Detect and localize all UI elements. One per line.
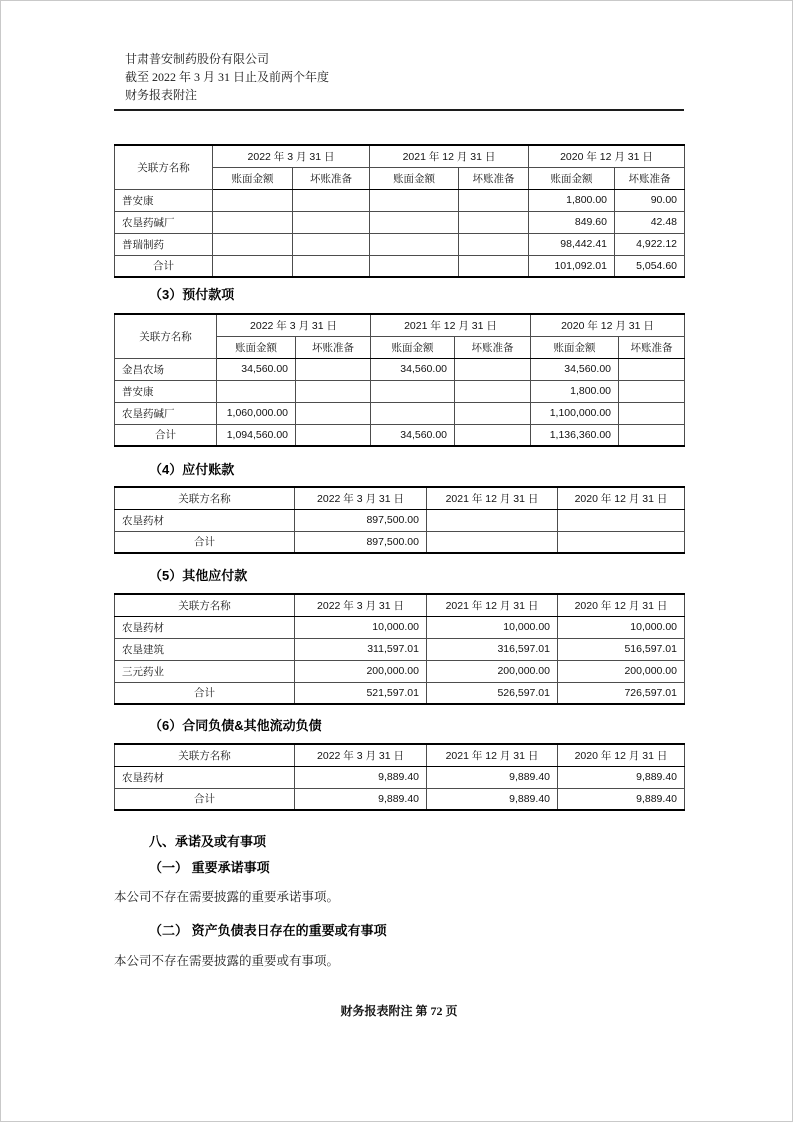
amount-cell (619, 380, 685, 402)
related-party-name-cell: 普安康 (115, 380, 217, 402)
column-header-book-amount: 账面金额 (531, 336, 619, 358)
related-party-name-cell: 金昌农场 (115, 358, 217, 380)
amount-cell (427, 509, 558, 531)
table-header-row (115, 145, 685, 167)
column-header-bad-debt: 坏账准备 (455, 336, 531, 358)
amount-cell: 34,560.00 (217, 358, 296, 380)
header-divider (114, 109, 684, 111)
table-row (115, 509, 685, 531)
amount-cell: 10,000.00 (295, 616, 427, 638)
table-header-row (115, 594, 685, 616)
amount-cell: 897,500.00 (295, 531, 427, 553)
accounts-payable-table (114, 486, 685, 554)
column-header-book-amount: 账面金额 (213, 167, 293, 189)
column-header-date-2022: 2022 年 3 月 31 日 (217, 314, 371, 336)
report-title: 财务报表附注 (125, 88, 198, 102)
related-party-name-cell: 三元药业 (115, 660, 295, 682)
column-header-book-amount: 账面金额 (529, 167, 615, 189)
amount-cell (459, 189, 529, 211)
column-header-date-2020: 2020 年 12 月 31 日 (558, 487, 685, 509)
related-party-name-cell: 农垦药碱厂 (115, 402, 217, 424)
column-header-date-2022: 2022 年 3 月 31 日 (213, 145, 370, 167)
amount-cell: 9,889.40 (427, 766, 558, 788)
amount-cell: 1,800.00 (529, 189, 615, 211)
amount-cell (459, 233, 529, 255)
amount-cell (293, 211, 370, 233)
column-header-date-2021: 2021 年 12 月 31 日 (371, 314, 531, 336)
amount-cell (459, 211, 529, 233)
column-header-date-2020: 2020 年 12 月 31 日 (558, 744, 685, 766)
report-period: 截至 2022 年 3 月 31 日止及前两个年度 (125, 70, 330, 84)
related-party-name-cell: 普瑞制药 (115, 233, 213, 255)
column-header-bad-debt: 坏账准备 (619, 336, 685, 358)
column-header-date-2020: 2020 年 12 月 31 日 (558, 594, 685, 616)
table-row (115, 211, 685, 233)
total-row (115, 682, 685, 704)
column-header-related-party: 关联方名称 (115, 314, 217, 358)
table-header-row (115, 744, 685, 766)
amount-cell: 1,136,360.00 (531, 424, 619, 446)
amount-cell (213, 189, 293, 211)
amount-cell (370, 211, 459, 233)
column-header-book-amount: 账面金额 (370, 167, 459, 189)
amount-cell: 5,054.60 (615, 255, 685, 277)
page-footer: 财务报表附注 第 72 页 (340, 1004, 458, 1018)
section-heading-contract-liabilities: （6）合同负债&其他流动负债 (149, 718, 322, 733)
amount-cell (619, 358, 685, 380)
amount-cell: 9,889.40 (295, 766, 427, 788)
prepayments-table (114, 313, 685, 447)
contract-liabilities-table (114, 743, 685, 811)
column-header-date-2021: 2021 年 12 月 31 日 (427, 744, 558, 766)
column-header-date-2022: 2022 年 3 月 31 日 (295, 744, 427, 766)
related-party-name-cell: 农垦药材 (115, 766, 295, 788)
column-header-date-2022: 2022 年 3 月 31 日 (295, 594, 427, 616)
column-header-bad-debt: 坏账准备 (615, 167, 685, 189)
contingencies-body-text: 本公司不存在需要披露的重要或有事项。 (114, 954, 340, 968)
column-header-related-party: 关联方名称 (115, 487, 295, 509)
amount-cell: 34,560.00 (531, 358, 619, 380)
document-header (125, 50, 684, 104)
amount-cell (296, 402, 371, 424)
total-label-cell: 合计 (115, 255, 213, 277)
amount-cell: 10,000.00 (558, 616, 685, 638)
amount-cell: 200,000.00 (427, 660, 558, 682)
total-label-cell: 合计 (115, 682, 295, 704)
table-row (115, 766, 685, 788)
amount-cell (296, 380, 371, 402)
amount-cell: 516,597.01 (558, 638, 685, 660)
amount-cell (293, 189, 370, 211)
amount-cell (558, 531, 685, 553)
amount-cell (293, 255, 370, 277)
total-row (115, 255, 685, 277)
related-party-name-cell: 农垦药材 (115, 616, 295, 638)
column-header-book-amount: 账面金额 (217, 336, 296, 358)
other-payables-table (114, 593, 685, 705)
total-row (115, 424, 685, 446)
amount-cell (558, 509, 685, 531)
commitments-body-text: 本公司不存在需要披露的重要承诺事项。 (114, 890, 340, 904)
section-heading-accounts-payable: （4）应付账款 (149, 462, 235, 477)
amount-cell (213, 211, 293, 233)
column-header-date-2021: 2021 年 12 月 31 日 (427, 594, 558, 616)
table-row (115, 616, 685, 638)
amount-cell: 1,100,000.00 (531, 402, 619, 424)
related-party-name-cell: 普安康 (115, 189, 213, 211)
column-header-bad-debt: 坏账准备 (296, 336, 371, 358)
table-row (115, 380, 685, 402)
amount-cell: 34,560.00 (371, 424, 455, 446)
column-header-date-2020: 2020 年 12 月 31 日 (531, 314, 685, 336)
amount-cell (293, 233, 370, 255)
section-heading-other-payables: （5）其他应付款 (149, 568, 248, 583)
amount-cell: 311,597.01 (295, 638, 427, 660)
page-content (114, 1, 684, 1019)
amount-cell (459, 255, 529, 277)
total-row (115, 788, 685, 810)
amount-cell: 101,092.01 (529, 255, 615, 277)
other-receivables-table (114, 144, 685, 278)
amount-cell (217, 380, 296, 402)
amount-cell (619, 402, 685, 424)
amount-cell (296, 424, 371, 446)
table-row (115, 189, 685, 211)
total-label-cell: 合计 (115, 788, 295, 810)
table-header-row (115, 314, 685, 336)
column-header-related-party: 关联方名称 (115, 145, 213, 189)
amount-cell: 10,000.00 (427, 616, 558, 638)
table-row (115, 660, 685, 682)
related-party-name-cell: 农垦药碱厂 (115, 211, 213, 233)
amount-cell: 849.60 (529, 211, 615, 233)
amount-cell (370, 189, 459, 211)
amount-cell (427, 531, 558, 553)
amount-cell: 9,889.40 (558, 766, 685, 788)
amount-cell (371, 402, 455, 424)
related-party-name-cell: 农垦药材 (115, 509, 295, 531)
amount-cell: 4,922.12 (615, 233, 685, 255)
amount-cell: 897,500.00 (295, 509, 427, 531)
amount-cell: 9,889.40 (295, 788, 427, 810)
related-party-name-cell: 农垦建筑 (115, 638, 295, 660)
amount-cell: 521,597.01 (295, 682, 427, 704)
amount-cell: 526,597.01 (427, 682, 558, 704)
amount-cell (296, 358, 371, 380)
amount-cell: 9,889.40 (427, 788, 558, 810)
section-heading-commitments: 八、承诺及或有事项 (149, 834, 267, 849)
total-label-cell: 合计 (115, 531, 295, 553)
subsection-heading-important-commitments: （一） 重要承诺事项 (149, 860, 270, 875)
amount-cell: 200,000.00 (558, 660, 685, 682)
amount-cell (619, 424, 685, 446)
amount-cell (455, 380, 531, 402)
amount-cell (455, 424, 531, 446)
amount-cell (370, 255, 459, 277)
amount-cell: 1,094,560.00 (217, 424, 296, 446)
amount-cell: 34,560.00 (371, 358, 455, 380)
column-header-date-2021: 2021 年 12 月 31 日 (427, 487, 558, 509)
column-header-date-2022: 2022 年 3 月 31 日 (295, 487, 427, 509)
column-header-related-party: 关联方名称 (115, 594, 295, 616)
amount-cell: 9,889.40 (558, 788, 685, 810)
amount-cell: 1,800.00 (531, 380, 619, 402)
amount-cell: 98,442.41 (529, 233, 615, 255)
total-row (115, 531, 685, 553)
company-name: 甘肃普安制药股份有限公司 (125, 52, 270, 66)
amount-cell (213, 255, 293, 277)
amount-cell (455, 402, 531, 424)
total-label-cell: 合计 (115, 424, 217, 446)
table-row (115, 233, 685, 255)
amount-cell: 90.00 (615, 189, 685, 211)
column-header-bad-debt: 坏账准备 (459, 167, 529, 189)
amount-cell: 42.48 (615, 211, 685, 233)
table-row (115, 638, 685, 660)
column-header-date-2021: 2021 年 12 月 31 日 (370, 145, 529, 167)
table-header-row (115, 487, 685, 509)
column-header-book-amount: 账面金额 (371, 336, 455, 358)
subsection-heading-contingencies: （二） 资产负债表日存在的重要或有事项 (149, 923, 387, 938)
column-header-bad-debt: 坏账准备 (293, 167, 370, 189)
amount-cell (370, 233, 459, 255)
column-header-related-party: 关联方名称 (115, 744, 295, 766)
table-row (115, 402, 685, 424)
amount-cell: 726,597.01 (558, 682, 685, 704)
table-row (115, 358, 685, 380)
amount-cell (213, 233, 293, 255)
amount-cell: 200,000.00 (295, 660, 427, 682)
amount-cell: 1,060,000.00 (217, 402, 296, 424)
amount-cell (371, 380, 455, 402)
section-heading-prepayments: （3）预付款项 (149, 287, 235, 302)
column-header-date-2020: 2020 年 12 月 31 日 (529, 145, 685, 167)
amount-cell: 316,597.01 (427, 638, 558, 660)
amount-cell (455, 358, 531, 380)
